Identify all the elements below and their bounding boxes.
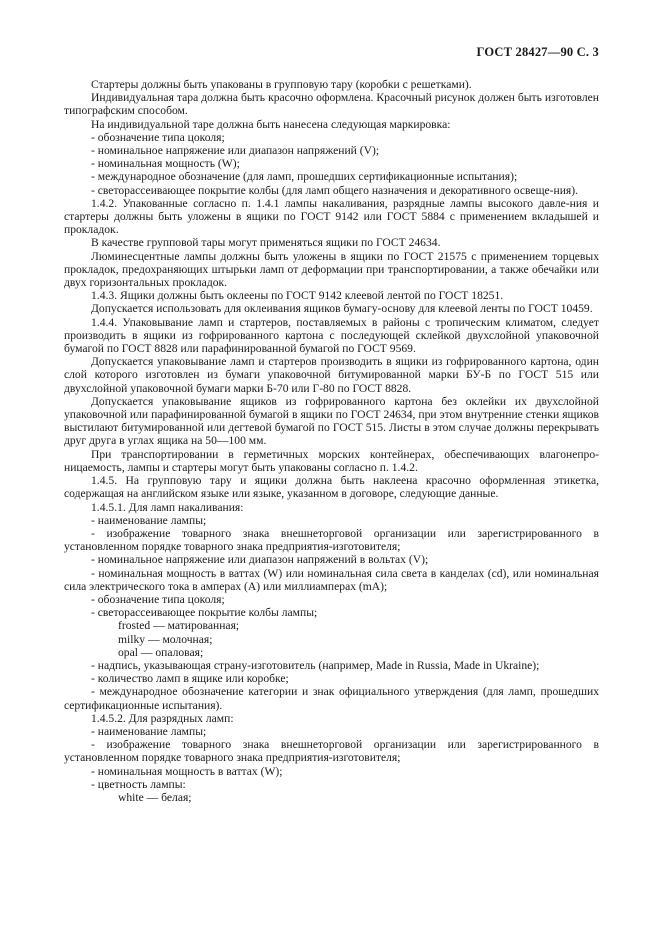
- paragraph: 1.4.4. Упаковывание ламп и стартеров, поставляемых в районы с тропическим климатом, следует производить в ящики из гофрированного картона с последующей склейкой двухслойной упаковочной бумагой по ГОСТ 8828 или парафинированной бумагой по ГОСТ 9569.: [64, 315, 599, 356]
- list-item: - номинальная мощность в ваттах (W);: [91, 764, 283, 778]
- paragraph: 1.4.5. На групповую тару и ящики должна быть наклеена красочно оформленная этикетка, содержащая на английском языке или языке, указанном в договоре, следующие данные.: [64, 474, 599, 501]
- list-item: - светорассеивающее покрытие колбы (для ламп общего назначения и декоративного освеще-ния).: [91, 183, 579, 197]
- paragraph: 1.4.5.1. Для ламп накаливания:: [91, 500, 244, 514]
- sub-list-item: frosted — матированная;: [118, 619, 240, 633]
- list-item: - цветность лампы:: [91, 777, 186, 791]
- sub-list-item: white — белая;: [118, 790, 192, 804]
- paragraph: 1.4.5.2. Для разрядных ламп:: [91, 711, 234, 725]
- sub-list-item: milky — молочная;: [118, 632, 213, 646]
- sub-list-item: opal — опаловая;: [118, 645, 204, 659]
- list-item: - надпись, указывающая страну-изготовитель (например, Made in Russia, Made in Ukraine);: [91, 658, 540, 672]
- list-item: - номинальная мощность в ваттах (W) или номинальная сила света в канделах (cd), или номинальная сила электрического тока в амперах (А) или миллиамперах (mA);: [64, 566, 599, 593]
- paragraph: Допускается упаковывание ламп и стартеров производить в ящики из гофрированного картона, один слой которого изготовлен из бумаги упаковочной битумированной марки БУ-Б по ГОСТ 515 или двухслойной упаковочной бумаги марки Б-70 или Г-80 по ГОСТ 8828.: [64, 355, 599, 395]
- paragraph: 1.4.3. Ящики должны быть оклеены по ГОСТ 9142 клеевой лентой по ГОСТ 18251.: [91, 289, 504, 303]
- paragraph: Стартеры должны быть упакованы в групповую тару (коробки с решетками).: [91, 78, 472, 91]
- list-item: - наименование лампы;: [91, 513, 207, 527]
- document-body: [64, 78, 599, 804]
- list-item: - светорассеивающее покрытие колбы лампы;: [91, 606, 318, 620]
- list-item: - номинальное напряжение или диапазон напряжений (V);: [91, 144, 380, 158]
- list-item: - обозначение типа цоколя;: [91, 130, 225, 144]
- page-header: ГОСТ 28427—90 С. 3: [476, 45, 599, 59]
- list-item: - изображение товарного знака внешнеторговой организации или зарегистрированного в установленном порядке товарного знака предприятия-изготовителя;: [64, 738, 599, 765]
- paragraph: Люминесцентные лампы должны быть уложены в ящики по ГОСТ 21575 с применением торцевых прокладок, предохраняющих штырьки ламп от деформации при транспортировании, а также обечайки или двух горизонтальных прокладок.: [64, 249, 599, 290]
- list-item: - номинальная мощность (W);: [91, 157, 240, 171]
- paragraph: В качестве групповой тары могут применяться ящики по ГОСТ 24634.: [91, 236, 441, 250]
- paragraph: 1.4.2. Упакованные согласно п. 1.4.1 лампы накаливания, разрядные лампы высокого давле-ния и стартеры должны быть уложены в ящики по ГОСТ 9142 или ГОСТ 5884 с применением вкладышей и прокладок.: [64, 196, 599, 237]
- paragraph: При транспортировании в герметичных морских контейнерах, обеспечивающих влагонепро-ницаемость, лампы и стартеры могут быть упакованы согласно п. 1.4.2.: [64, 447, 599, 474]
- list-item: - номинальное напряжение или диапазон напряжений в вольтах (V);: [91, 553, 429, 567]
- list-item: - международное обозначение категории и знак официального утверждения (для ламп, прошедших сертификационные испытания).: [64, 685, 599, 712]
- paragraph: Допускается упаковывание ящиков из гофрированного картона без оклейки их двухслойной упаковочной или парафинированной бумагой в ящики по ГОСТ 24634, при этом внутренние стенки ящиков выстилают битумированной или дегтевой бумагой по ГОСТ 515. Листы в этом случае должны перекрывать друг друга в углах ящика на 50—100 мм.: [64, 394, 599, 448]
- paragraph: На индивидуальной таре должна быть нанесена следующая маркировка:: [91, 117, 451, 131]
- list-item: - количество ламп в ящике или коробке;: [91, 672, 289, 686]
- list-item: - изображение товарного знака внешнеторговой организации или зарегистрированного в установленном порядке товарного знака предприятия-изготовителя;: [64, 526, 599, 554]
- paragraph: Допускается использовать для оклеивания ящиков бумагу-основу для клеевой ленты по ГОСТ 10459.: [91, 302, 593, 316]
- list-item: - обозначение типа цоколя;: [91, 592, 225, 606]
- list-item: - наименование лампы;: [91, 724, 207, 738]
- paragraph: Индивидуальная тара должна быть красочно оформлена. Красочный рисунок должен быть изготовлен типографским способом.: [64, 91, 599, 118]
- list-item: - международное обозначение (для ламп, прошедших сертификационные испытания);: [91, 170, 518, 184]
